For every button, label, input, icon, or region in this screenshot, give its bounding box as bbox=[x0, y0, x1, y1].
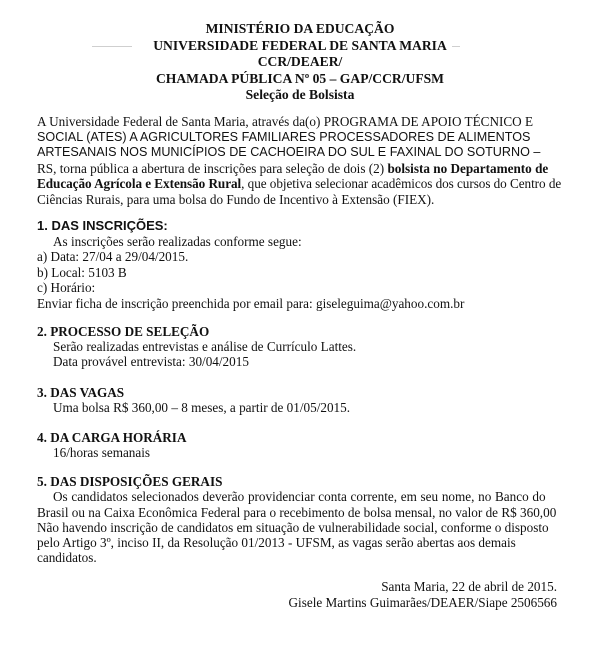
section-text: Data provável entrevista: 30/04/2015 bbox=[53, 354, 249, 370]
section-text: candidatos. bbox=[37, 550, 97, 566]
section-text: c) Horário: bbox=[37, 280, 96, 296]
document-header bbox=[0, 21, 600, 104]
university-name: UNIVERSIDADE FEDERAL DE SANTA MARIA bbox=[153, 37, 447, 53]
section-carga bbox=[37, 430, 564, 460]
section-title: 1. DAS INSCRIÇÕES: bbox=[37, 218, 168, 233]
section-title: 2. PROCESSO DE SELEÇÃO bbox=[37, 324, 210, 339]
call-title: CHAMADA PÚBLICA Nº 05 – GAP/CCR/UFSM bbox=[155, 70, 445, 86]
intro-line: Ciências Rurais, para uma bolsa do Fundo de Incentivo à Extensão (FIEX). bbox=[37, 191, 435, 207]
call-subtitle: Seleção de Bolsista bbox=[245, 87, 355, 103]
intro-line: SOCIAL (ATES) A AGRICULTORES FAMILIARES PROCESSADORES DE ALIMENTOS bbox=[37, 129, 531, 144]
intro-line bbox=[37, 176, 564, 192]
section-text: a) Data: 27/04 a 29/04/2015. bbox=[37, 249, 189, 265]
section-disposicoes bbox=[37, 474, 564, 566]
place-date: Santa Maria, 22 de abril de 2015. bbox=[381, 579, 557, 594]
signature-block bbox=[289, 579, 557, 611]
intro-text: , que objetiva selecionar acadêmicos dos cursos do Centro de bbox=[241, 176, 562, 192]
intro-line: ARTESANAIS NOS MUNICÍPIOS DE CACHOEIRA DO SUL E FAXINAL DO SOTURNO – bbox=[37, 145, 541, 160]
section-text: Os candidatos selecionados deverão providenciar conta corrente, em seu nome, no Banco do bbox=[53, 489, 546, 505]
intro-bold-text: bolsista no Departamento de bbox=[387, 160, 549, 176]
section-inscricoes bbox=[37, 218, 564, 312]
ministry-name: MINISTÉRIO DA EDUCAÇÃO bbox=[205, 21, 395, 36]
section-text: Não havendo inscrição de candidatos em situação de vulnerabilidade social, conforme o disposto bbox=[37, 519, 549, 535]
section-text: b) Local: 5103 B bbox=[37, 264, 127, 280]
section-title: 5. DAS DISPOSIÇÕES GERAIS bbox=[37, 474, 223, 489]
section-text: Serão realizadas entrevistas e análise de Currículo Lattes. bbox=[53, 339, 357, 355]
section-text: 16/horas semanais bbox=[53, 445, 151, 461]
section-text: Uma bolsa R$ 360,00 – 8 meses, a partir de 01/05/2015. bbox=[53, 400, 351, 416]
section-processo bbox=[37, 324, 564, 370]
intro-line: A Universidade Federal de Santa Maria, através da(o) PROGRAMA DE APOIO TÉCNICO E bbox=[37, 114, 534, 129]
section-text: As inscrições serão realizadas conforme segue: bbox=[53, 233, 302, 249]
section-text: Brasil ou na Caixa Econômica Federal para o recebimento de bolsa mensal, no valor de R$ 360,00 bbox=[37, 504, 557, 520]
section-text: Enviar ficha de inscrição preenchida por email para: giseleguima@yahoo.com.br bbox=[37, 295, 465, 311]
section-vagas bbox=[37, 385, 564, 415]
signatory-name: Gisele Martins Guimarães/DEAER/Siape 2506566 bbox=[288, 595, 557, 610]
intro-line bbox=[37, 161, 564, 177]
intro-paragraph bbox=[37, 114, 564, 208]
section-title: 3. DAS VAGAS bbox=[37, 385, 125, 400]
intro-bold-text: Educação Agrícola e Extensão Rural bbox=[37, 176, 242, 192]
section-title: 4. DA CARGA HORÁRIA bbox=[37, 430, 187, 445]
department-code: CCR/DEAER/ bbox=[257, 54, 343, 70]
section-text: pelo Artigo 3º, inciso II, da Resolução 01/2013 - UFSM, as vagas serão abertas aos demais bbox=[37, 535, 516, 551]
intro-text: RS, torna pública a abertura de inscrições para seleção de dois (2) bbox=[37, 160, 388, 176]
